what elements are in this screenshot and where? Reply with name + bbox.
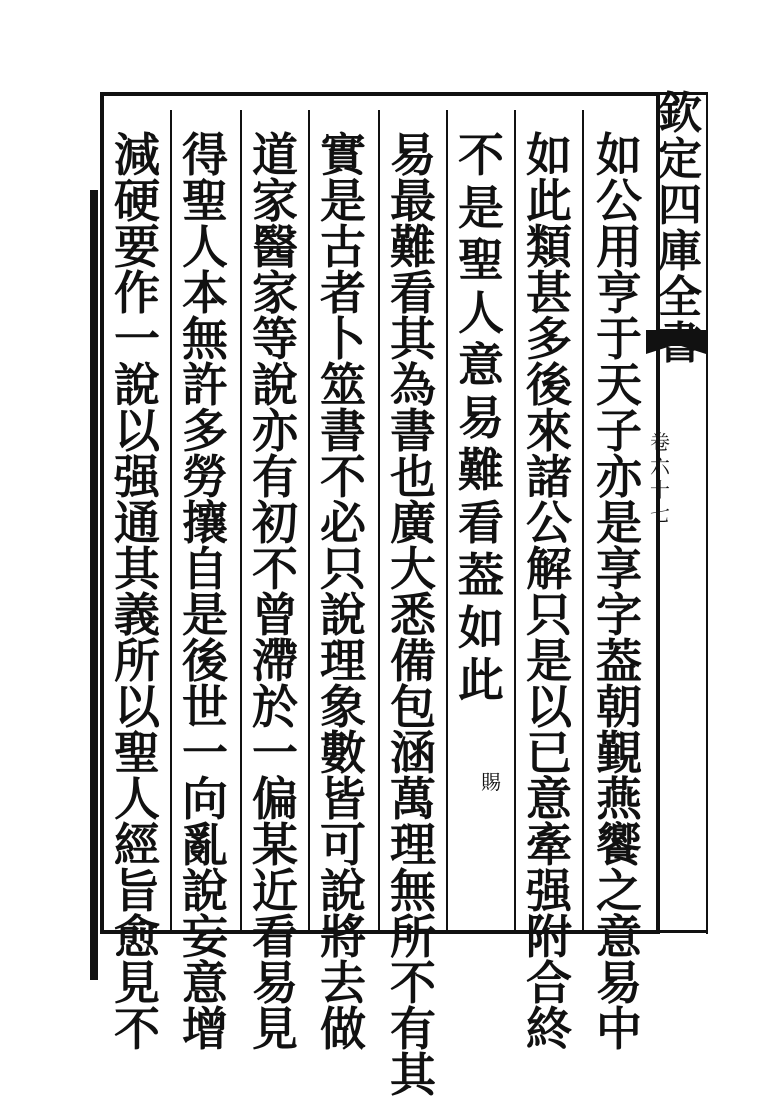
column-char: 多 [526,312,572,366]
column-char: 看 [458,495,504,550]
column-divider [378,110,380,930]
column-char: 饗 [596,818,642,872]
text-column-3 [450,128,512,922]
column-char: 等 [252,312,298,366]
page-border-right-outer [706,92,708,934]
folio-label [648,432,672,528]
column-char: 聖 [182,174,228,228]
column-char: 卜 [320,312,366,366]
column-char: 實 [320,128,366,182]
column-char: 象 [320,680,366,734]
column-char: 葢 [458,548,504,602]
column-char: 不 [252,542,298,596]
column-char: 附 [526,910,572,964]
column-char: 備 [390,634,436,688]
column-char: 做 [320,1002,366,1056]
column-char: 一 [252,726,298,780]
column-char: 此 [458,653,504,707]
column-char: 見 [252,1002,298,1056]
column-char: 一 [182,726,228,780]
column-char: 愈 [114,910,160,964]
column-char: 是 [182,588,228,642]
column-char: 必 [320,496,366,550]
column-char: 有 [390,1002,436,1056]
column-char: 可 [320,818,366,872]
column-char: 易 [390,128,436,182]
column-char: 義 [114,588,160,642]
column-char: 其 [390,1048,436,1102]
column-char: 子 [596,404,642,458]
column-char: 大 [390,542,436,596]
column-char: 强 [114,450,160,504]
column-char: 妄 [182,910,228,964]
column-char: 廣 [390,496,436,550]
column-char: 理 [320,634,366,688]
column-char: 不 [390,956,436,1010]
column-char: 公 [596,174,642,228]
header-border-bottom [656,930,708,933]
column-char: 本 [182,266,228,320]
column-char: 勞 [182,450,228,504]
text-column-7 [174,128,236,1056]
column-char: 要 [114,220,160,274]
column-char: 是 [596,496,642,550]
header-char: 欽 [658,88,702,139]
column-char: 不 [320,450,366,504]
column-char: 初 [252,496,298,550]
column-char: 最 [390,174,436,228]
column-char: 醫 [252,220,298,274]
column-char: 意 [596,910,642,964]
column-char: 只 [526,588,572,642]
column-char: 見 [114,956,160,1010]
column-char: 數 [320,726,366,780]
column-char: 說 [320,588,366,642]
column-divider [240,110,242,930]
column-char: 有 [252,450,298,504]
column-divider [582,110,584,930]
column-char: 旨 [114,864,160,918]
header-char: 定 [658,134,702,185]
folio-char: 六 [650,454,670,478]
column-char: 減 [114,128,160,182]
column-char: 不 [458,128,504,182]
column-char: 家 [252,174,298,228]
column-char: 滯 [252,634,298,688]
column-char: 甚 [526,266,572,320]
column-char: 牽 [526,818,572,872]
column-char: 公 [526,496,572,550]
column-char: 說 [320,864,366,918]
column-char: 看 [252,910,298,964]
column-char: 所 [114,634,160,688]
column-char: 於 [252,680,298,734]
column-char: 某 [252,818,298,872]
header-char: 全 [658,272,702,323]
column-char: 難 [390,220,436,274]
column-char: 書 [320,404,366,458]
column-divider [446,110,448,930]
column-char: 書 [390,404,436,458]
text-column-8 [106,128,168,1056]
folio-char: 卷 [650,430,670,454]
text-column-2 [518,128,580,1056]
column-char: 所 [390,910,436,964]
column-char: 後 [182,634,228,688]
column-char: 諸 [526,450,572,504]
column-char: 字 [596,588,642,642]
header-char: 四 [658,180,702,231]
column-char: 聖 [458,233,504,287]
column-char: 近 [252,864,298,918]
column-char: 葢 [596,634,642,688]
column-char: 增 [182,1002,228,1056]
column-char: 包 [390,680,436,734]
column-char: 用 [596,220,642,274]
column-char: 古 [320,220,366,274]
column-char: 不 [114,1002,160,1056]
column-char: 去 [320,956,366,1010]
column-char: 為 [390,358,436,412]
folio-char: 七 [650,502,670,526]
column-char: 硬 [114,174,160,228]
column-char: 將 [320,910,366,964]
column-char: 朝 [596,680,642,734]
header-title [655,88,705,368]
column-char: 一 [114,312,160,366]
column-char: 享 [596,542,642,596]
column-char: 人 [458,285,504,340]
column-char: 如 [526,128,572,182]
column-char: 其 [390,312,436,366]
folio-char: 十 [650,478,670,502]
column-char: 燕 [596,772,642,826]
column-char: 看 [390,266,436,320]
column-char: 攘 [182,496,228,550]
column-char: 涵 [390,726,436,780]
column-char: 以 [114,680,160,734]
column-char: 作 [114,266,160,320]
column-char: 理 [390,818,436,872]
column-char: 以 [114,404,160,458]
column-char: 也 [390,450,436,504]
column-char: 後 [526,358,572,412]
left-heavy-bar [90,190,98,980]
column-char: 皆 [320,772,366,826]
column-char: 難 [458,443,504,497]
column-char: 亂 [182,818,228,872]
column-char: 道 [252,128,298,182]
text-column-6 [244,128,306,1056]
column-char: 意 [526,772,572,826]
text-column-1 [588,128,650,1056]
column-divider [308,110,310,930]
column-char: 曾 [252,588,298,642]
column-char: 解 [526,542,572,596]
column-char: 亦 [252,404,298,458]
column-char: 意 [182,956,228,1010]
column-char: 意 [458,338,504,392]
text-column-3-note [478,772,504,794]
column-char: 無 [390,864,436,918]
column-char: 其 [114,542,160,596]
column-char: 于 [596,312,642,366]
column-char: 人 [182,220,228,274]
column-char: 亨 [596,266,642,320]
column-char: 如 [596,128,642,182]
column-char: 亦 [596,450,642,504]
column-char: 終 [526,1002,572,1056]
column-char: 易 [458,390,504,445]
column-char: 只 [320,542,366,596]
column-char: 易 [596,956,642,1010]
column-char: 强 [526,864,572,918]
text-column-5 [312,128,374,1056]
column-char: 中 [596,1002,642,1056]
column-char: 說 [252,358,298,412]
header-char: 庫 [658,226,702,277]
column-char: 已 [526,726,572,780]
page-border-top [100,92,660,96]
page-border-left [100,92,104,934]
column-char: 向 [182,772,228,826]
text-column-4 [382,128,444,1102]
column-char: 人 [114,772,160,826]
column-char: 許 [182,358,228,412]
column-char: 筮 [320,358,366,412]
column-char: 悉 [390,588,436,642]
column-char: 偏 [252,772,298,826]
column-divider [170,110,172,930]
column-char: 自 [182,542,228,596]
column-char: 經 [114,818,160,872]
column-char: 之 [596,864,642,918]
column-char: 來 [526,404,572,458]
column-char: 家 [252,266,298,320]
column-divider [514,110,516,930]
column-char: 如 [458,600,504,655]
column-char: 以 [526,680,572,734]
column-char: 是 [458,180,504,235]
column-char: 類 [526,220,572,274]
column-char: 萬 [390,772,436,826]
column-char: 說 [182,864,228,918]
column-char: 聖 [114,726,160,780]
note-char: 賜 [481,770,501,794]
column-char: 覲 [596,726,642,780]
column-char: 得 [182,128,228,182]
column-char: 者 [320,266,366,320]
column-char: 世 [182,680,228,734]
column-char: 天 [596,358,642,412]
column-char: 是 [320,174,366,228]
column-char: 合 [526,956,572,1010]
column-char: 此 [526,174,572,228]
column-char: 說 [114,358,160,412]
column-char: 無 [182,312,228,366]
column-char: 是 [526,634,572,688]
column-char: 通 [114,496,160,550]
column-char: 易 [252,956,298,1010]
column-char: 多 [182,404,228,458]
